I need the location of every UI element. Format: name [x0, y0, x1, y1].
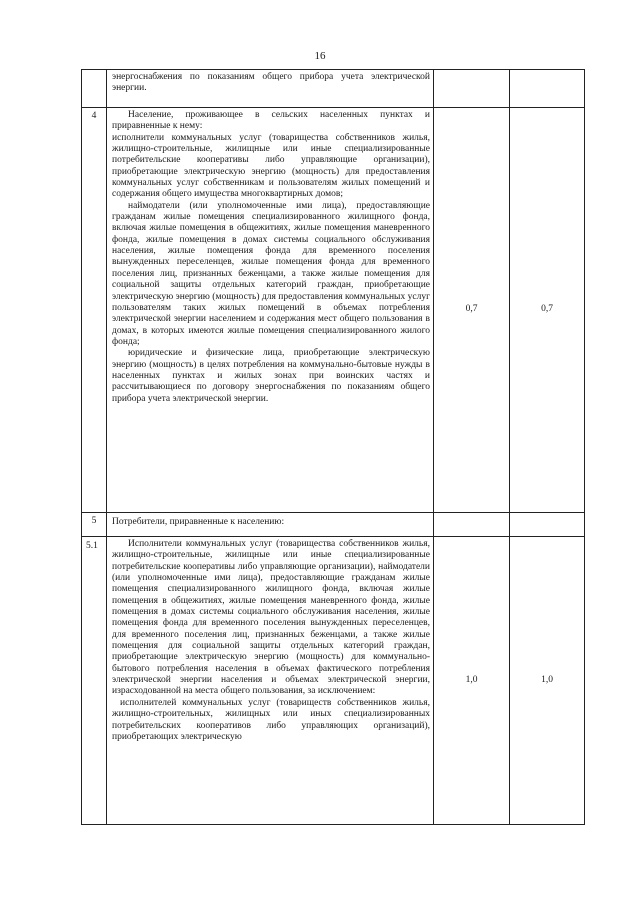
row-text-cell	[107, 537, 434, 825]
row-number: 5.1	[82, 537, 107, 825]
row-number-cell	[82, 70, 107, 108]
table-row-5	[82, 513, 585, 537]
continuation-text: энергоснабжения по показаниям общего прибора учета электрической энергии.	[112, 72, 430, 94]
table-row-4	[82, 108, 585, 513]
row4-paragraph-4: юридические и физические лица, приобретающие электрическую энергию (мощность) в целях потребления на коммунально-бытовые нужды в населенных пунктах и жилых зонах при воинских частях и рассчитывающиеся по договору энергоснабжения по показаниям общего прибора учета электрической энергии.	[112, 348, 430, 404]
table-row-continuation	[82, 70, 585, 108]
row4-paragraph-3: наймодатели (или уполномоченные ими лица), предоставляющие гражданам жилые помещения специализированного жилищного фонда, включая жилые помещения в общежитиях, жилые помещения маневренного фонда, жилые помещения в домах системы социального обслуживания населения, жилые помещения фонда для временного поселения вынужденных переселенцев, жилые помещения фонда для временного поселения лиц, признанных беженцами, а также жилые помещения для социальной защиты отдельных категорий граждан, приобретающие электрическую энергию (мощность) для предоставления коммунальных услуг пользователям таких жилых помещений в объемах потребления электрической энергии населением и содержания мест общего пользования в домах, в которых имеются жилые помещения специализированного жилого фонда;	[112, 200, 430, 347]
row-text-cell	[107, 108, 434, 513]
value-cell	[434, 70, 510, 108]
row-text-cell	[107, 70, 434, 108]
row4-value-2: 0,7	[510, 108, 585, 513]
row4-paragraph-2: исполнители коммунальных услуг (товарищества собственников жилья, жилищно-строительные, жилищные или иные специализированные потребительские кооперативы либо управляющие организации), приобретающие электрическую энергию (мощность) для предоставления коммунальных услуг собственникам и пользователям жилых помещений и содержания общего имущества многоквартирных домов;	[112, 132, 430, 200]
value-cell	[434, 513, 510, 537]
row-number: 4	[82, 108, 107, 513]
row51-paragraph-2: исполнителей коммунальных услуг (товариществ собственников жилья, жилищно-строительных, жилищных или иных специализированных потребительских кооперативов либо управляющих организаций), приобретающих электрическую	[112, 697, 430, 742]
table-row-5-1	[82, 537, 585, 825]
value-cell	[510, 513, 585, 537]
tariff-table	[81, 69, 585, 825]
row4-value-1: 0,7	[434, 108, 510, 513]
row5-text: Потребители, приравненные к населению:	[112, 517, 285, 527]
row4-paragraph-1: Население, проживающее в сельских населенных пунктах и приравненные к нему:	[112, 110, 430, 132]
page-number: 16	[314, 50, 326, 62]
row-text-cell	[107, 513, 434, 537]
row51-value-1: 1,0	[434, 537, 510, 825]
row-number: 5	[82, 513, 107, 537]
value-cell	[510, 70, 585, 108]
row51-paragraph-1: Исполнители коммунальных услуг (товарищества собственников жилья, жилищно-строительные, жилищные или иные специализированные потребительские кооперативы либо управляющие организации), наймодатели (или уполномоченные ими лица), предоставляющие гражданам жилые помещения специализированного жилищного фонда, включая жилые помещения в общежитиях, жилые помещения маневренного фонда, жилые помещения в домах системы социального обслуживания населения, жилые помещения фонда для временного поселения вынужденных переселенцев, для временного поселения лиц, признанных беженцами, а также жилые помещения для социальной защиты отдельных категорий граждан, приобретающие электрическую энергию (мощность) для коммунально-бытового потребления населения в объемах фактического потребления электрической энергии населения и объемах электрической энергии, израсходованной на места общего пользования, за исключением:	[112, 539, 430, 697]
row51-value-2: 1,0	[510, 537, 585, 825]
